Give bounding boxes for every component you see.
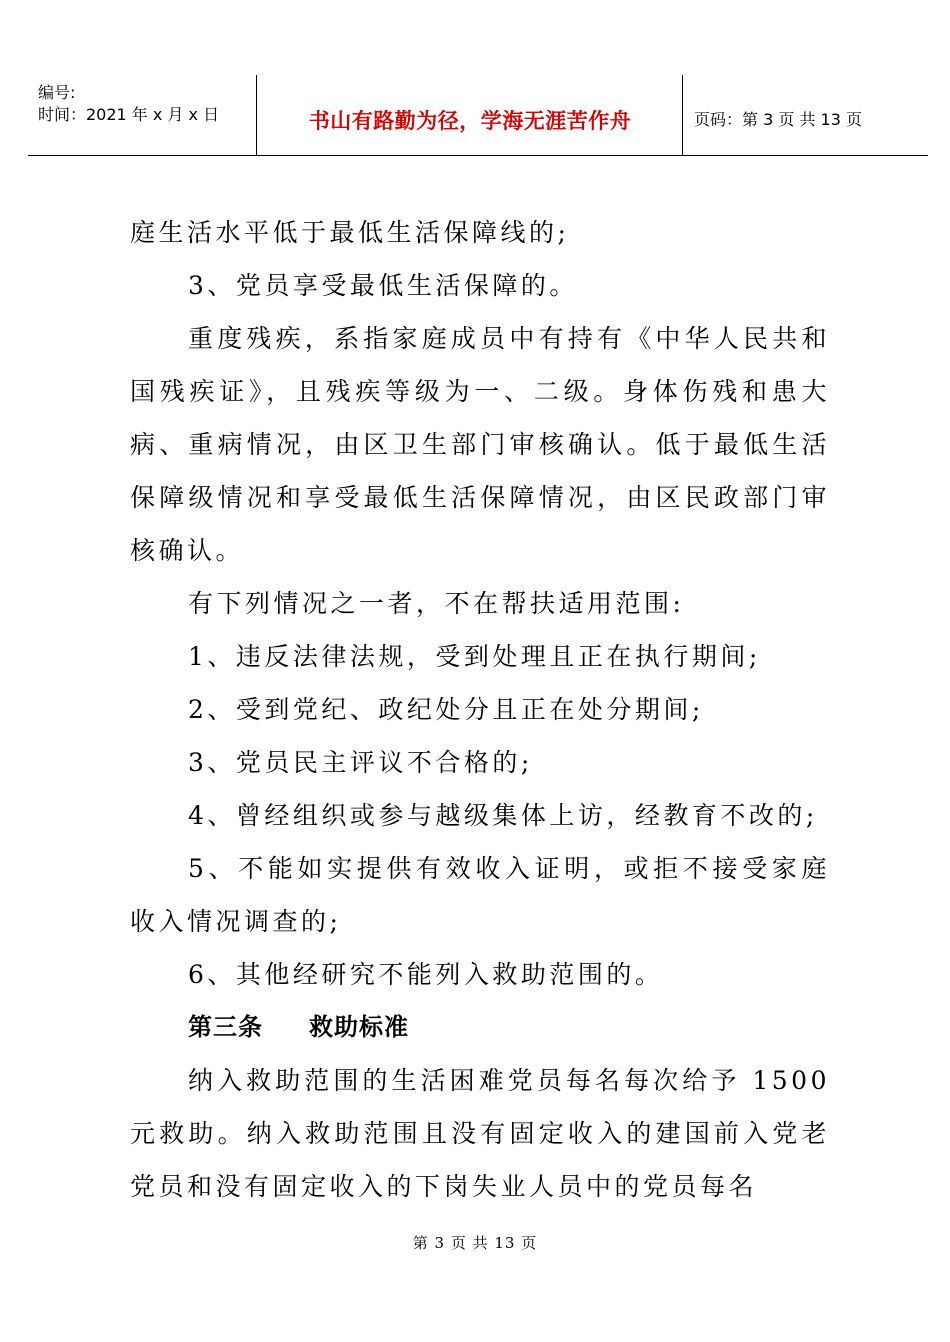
paragraph: 庭生活水平低于最低生活保障线的; (130, 218, 570, 247)
list-item: 3、党员民主评议不合格的; (188, 748, 533, 777)
list-item: 4、曾经组织或参与越级集体上访，经教育不改的; (188, 801, 818, 830)
section-heading (130, 1001, 830, 1054)
section-number: 第三条 (188, 1013, 263, 1041)
doc-number-label: 编号: (38, 83, 76, 102)
paragraph: 纳入救助范围的生活困难党员每名每次给予 1500 元救助。纳入救助范围且没有固定收入的建国前入党老党员和没有固定收入的下岗失业人员中的党员每名 (130, 1066, 830, 1201)
date-label: 时间：2021 年 x 月 x 日 (38, 105, 220, 124)
header-page-cell (684, 75, 928, 155)
header-divider-left (256, 75, 257, 155)
paragraph: 3、党员享受最低生活保障的。 (188, 271, 578, 300)
document-body (130, 206, 830, 1213)
header-divider-right (682, 75, 683, 155)
page-header (28, 75, 928, 156)
paragraph: 有下列情况之一者，不在帮扶适用范围: (188, 589, 685, 618)
list-item: 5、不能如实提供有效收入证明，或拒不接受家庭收入情况调查的; (130, 854, 830, 936)
header-page-info: 页码：第 3 页 共 13 页 (694, 110, 862, 129)
section-title: 救助标准 (309, 1013, 409, 1041)
header-motto: 书山有路勤为径，学海无涯苦作舟 (308, 109, 632, 133)
list-item: 6、其他经研究不能列入救助范围的。 (188, 960, 664, 989)
list-item: 1、违反法律法规，受到处理且正在执行期间; (188, 642, 761, 671)
list-item: 2、受到党纪、政纪处分且正在处分期间; (188, 695, 704, 724)
paragraph: 重度残疾，系指家庭成员中有持有《中华人民共和国残疾证》，且残疾等级为一、二级。身体伤残和患大病、重病情况，由区卫生部门审核确认。低于最低生活保障级情况和享受最低生活保障情况，由区民政部门审核确认。 (130, 324, 830, 565)
header-motto-cell (258, 75, 682, 155)
header-meta (28, 75, 256, 155)
page-footer: 第 3 页 共 13 页 (412, 1234, 538, 1252)
